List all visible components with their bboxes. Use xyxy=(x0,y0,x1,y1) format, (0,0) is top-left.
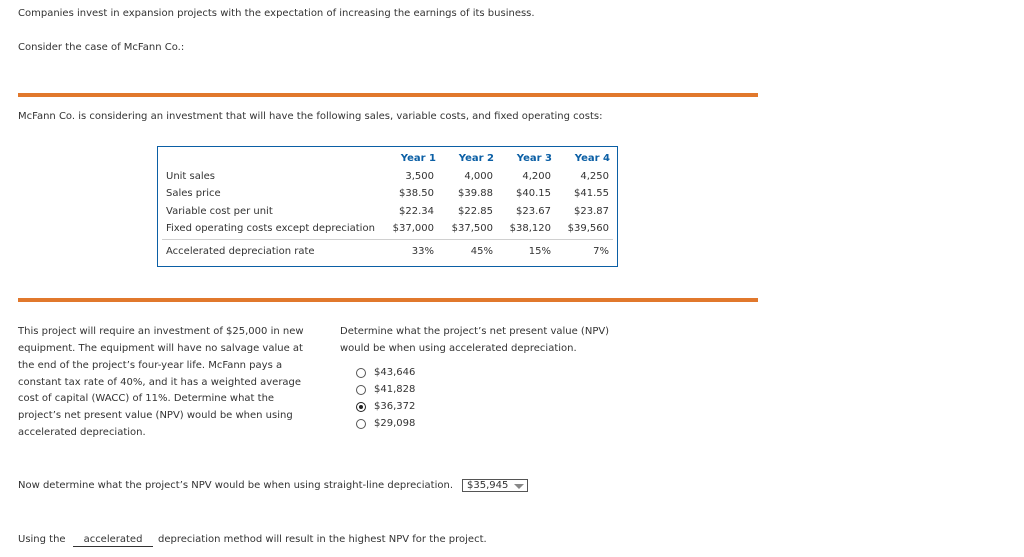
table-cell: 45% xyxy=(470,246,493,257)
table-cell: $22.34 xyxy=(399,206,434,217)
table-cell: 4,000 xyxy=(464,171,493,182)
npv-straight-line-dropdown[interactable] xyxy=(462,479,528,492)
option-label: $43,646 xyxy=(374,367,416,378)
table-cell: 4,200 xyxy=(522,171,551,182)
data-table xyxy=(157,146,618,267)
row-label-unit-sales: Unit sales xyxy=(166,171,216,182)
table-cell: 15% xyxy=(528,246,551,257)
row-label-sales-price: Sales price xyxy=(166,188,221,199)
question1-line: would be when using accelerated depreciation. xyxy=(340,343,577,354)
table-cell: $39,560 xyxy=(567,223,609,234)
table-cell: $37,500 xyxy=(451,223,493,234)
table-cell: $41.55 xyxy=(574,188,609,199)
table-cell: $37,000 xyxy=(392,223,434,234)
table-cell: $39.88 xyxy=(458,188,493,199)
radio-button[interactable] xyxy=(356,368,366,378)
problem-line: the end of the project’s four-year life. McFann pays a xyxy=(18,360,283,371)
table-cell: $23.67 xyxy=(516,206,551,217)
radio-button-selected[interactable] xyxy=(356,402,366,412)
row-label-fixed-costs: Fixed operating costs except depreciation xyxy=(166,223,375,234)
row-label-variable-cost: Variable cost per unit xyxy=(166,206,273,217)
section-divider xyxy=(18,298,758,302)
table-cell: 4,250 xyxy=(580,171,609,182)
question2-text: Now determine what the project’s NPV would be when using straight-line depreciation. xyxy=(18,480,454,491)
col-header-year1: Year 1 xyxy=(400,153,436,164)
table-divider xyxy=(162,239,613,240)
question1-line: Determine what the project’s net present value (NPV) xyxy=(340,326,610,337)
col-header-year2: Year 2 xyxy=(458,153,494,164)
table-cell: $40.15 xyxy=(516,188,551,199)
row-label-depreciation-rate: Accelerated depreciation rate xyxy=(166,246,315,257)
table-cell: $22.85 xyxy=(458,206,493,217)
table-cell: $23.87 xyxy=(574,206,609,217)
problem-line: equipment. The equipment will have no salvage value at xyxy=(18,343,303,354)
scenario-text: McFann Co. is considering an investment that will have the following sales, variable costs, and fixed operating costs: xyxy=(18,111,603,122)
radio-button[interactable] xyxy=(356,385,366,395)
intro-text: Companies invest in expansion projects with the expectation of increasing the earnings of its business. xyxy=(18,8,535,19)
problem-line: constant tax rate of 40%, and it has a weighted average xyxy=(18,377,302,388)
table-cell: 33% xyxy=(411,246,434,257)
table-cell: $38.50 xyxy=(399,188,434,199)
chevron-down-icon xyxy=(514,484,524,489)
section-divider xyxy=(18,93,758,97)
consider-text: Consider the case of McFann Co.: xyxy=(18,42,185,53)
table-cell: $38,120 xyxy=(509,223,551,234)
problem-line: accelerated depreciation. xyxy=(18,427,146,438)
problem-line: This project will require an investment of $25,000 in new xyxy=(18,326,304,337)
final-prefix: Using the xyxy=(18,534,66,545)
depreciation-method-blank[interactable]: accelerated xyxy=(73,534,153,547)
table-cell: 7% xyxy=(593,246,609,257)
problem-line: cost of capital (WACC) of 11%. Determine what the xyxy=(18,393,275,404)
problem-line: project’s net present value (NPV) would be when using xyxy=(18,410,293,421)
option-label: $36,372 xyxy=(374,401,416,412)
col-header-year4: Year 4 xyxy=(574,153,610,164)
option-label: $41,828 xyxy=(374,384,416,395)
dropdown-value: $35,945 xyxy=(467,480,509,491)
option-label: $29,098 xyxy=(374,418,416,429)
final-suffix: depreciation method will result in the highest NPV for the project. xyxy=(158,534,487,545)
radio-button[interactable] xyxy=(356,419,366,429)
table-cell: 3,500 xyxy=(405,171,434,182)
col-header-year3: Year 3 xyxy=(516,153,552,164)
